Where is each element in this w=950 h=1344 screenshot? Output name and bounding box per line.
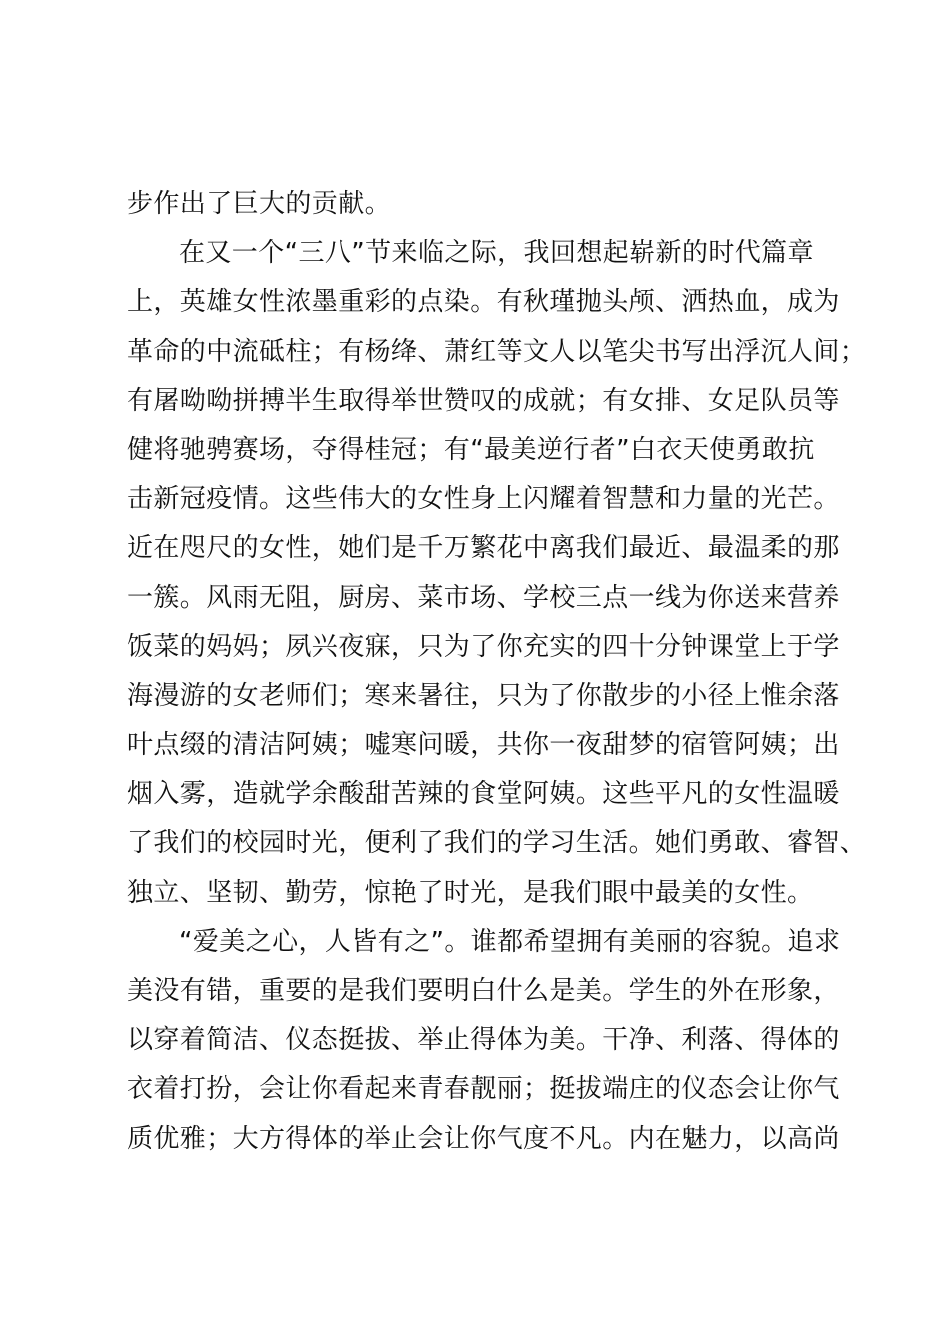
text-line: 以穿着简洁、仪态挺拔、举止得体为美。干净、利落、得体的 xyxy=(127,1025,840,1056)
text-line: 质优雅；大方得体的举止会让你气度不凡。内在魅力，以高尚 xyxy=(127,1123,840,1154)
body-text xyxy=(127,180,867,1164)
text-line: 有屠呦呦拼搏半生取得举世赞叹的成就；有女排、女足队员等 xyxy=(127,385,840,416)
text-line: 革命的中流砥柱；有杨绛、萧红等文人以笔尖书写出浮沉人间； xyxy=(127,336,867,367)
paragraph-start-line: “爱美之心，人皆有之”。谁都希望拥有美丽的容貌。追求 xyxy=(179,926,841,957)
text-line: 健将驰骋赛场，夺得桂冠；有“最美逆行者”白衣天使勇敢抗 xyxy=(127,434,815,465)
text-line: 饭菜的妈妈；夙兴夜寐，只为了你充实的四十分钟课堂上于学 xyxy=(127,631,840,662)
text-line: 了我们的校园时光，便利了我们的学习生活。她们勇敢、睿智、 xyxy=(127,828,867,859)
text-line: 海漫游的女老师们；寒来暑往，只为了你散步的小径上惟余落 xyxy=(127,680,840,711)
text-line: 近在咫尺的女性，她们是千万繁花中离我们最近、最温柔的那 xyxy=(127,533,840,564)
text-line: 烟入雾，造就学余酸甜苦辣的食堂阿姨。这些平凡的女性温暖 xyxy=(127,779,840,810)
text-line: 一簇。风雨无阻，厨房、菜市场、学校三点一线为你送来营养 xyxy=(127,582,840,613)
text-line: 美没有错，重要的是我们要明白什么是美。学生的外在形象， xyxy=(127,976,840,1006)
text-line: 上，英雄女性浓墨重彩的点染。有秋瑾抛头颅、洒热血，成为 xyxy=(127,287,840,318)
text-line: 步作出了巨大的贡献。 xyxy=(127,189,392,219)
paragraph-start-line: 在又一个“三八”节来临之际，我回想起崭新的时代篇章 xyxy=(179,238,814,269)
text-line: 击新冠疫情。这些伟大的女性身上闪耀着智慧和力量的光芒。 xyxy=(127,484,840,515)
text-line: 独立、坚韧、勤劳，惊艳了时光，是我们眼中最美的女性。 xyxy=(127,877,814,908)
text-line: 衣着打扮，会让你看起来青春靓丽；挺拔端庄的仪态会让你气 xyxy=(127,1074,840,1105)
text-line: 叶点缀的清洁阿姨；嘘寒问暖，共你一夜甜梦的宿管阿姨；出 xyxy=(127,730,840,761)
